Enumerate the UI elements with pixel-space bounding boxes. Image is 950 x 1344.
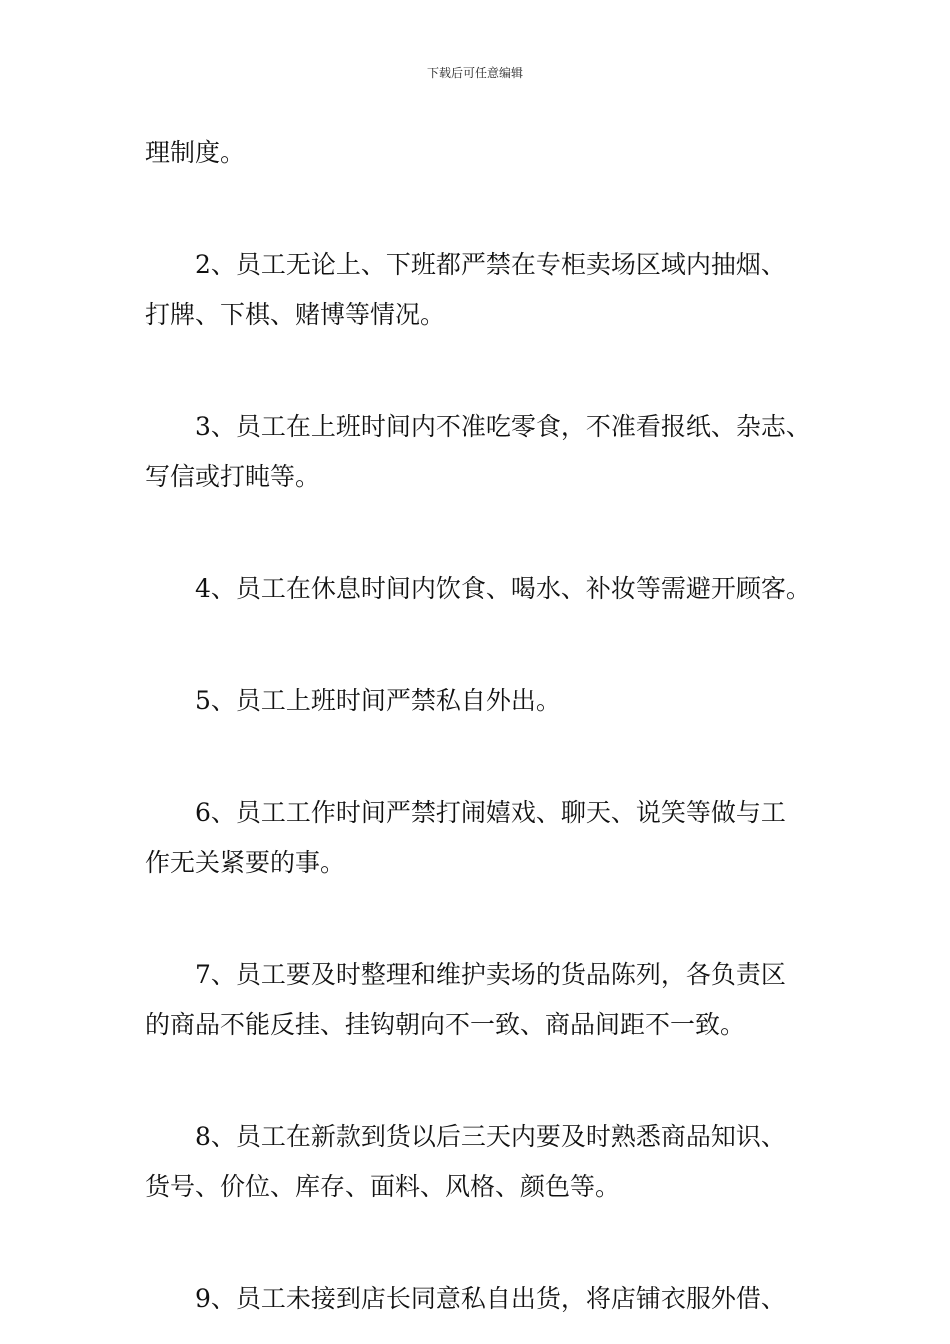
paragraph-rule-3 <box>145 402 825 502</box>
paragraph-line: 货号、价位、库存、面料、风格、颜色等。 <box>145 1172 621 1201</box>
paragraph-continuation <box>145 128 825 178</box>
paragraph-line: 作无关紧要的事。 <box>145 848 346 877</box>
paragraph-rule-7 <box>145 950 825 1050</box>
paragraph-rule-9 <box>145 1274 825 1324</box>
paragraph-rule-6 <box>145 788 825 888</box>
document-body <box>145 128 825 1324</box>
paragraph-line: 5、员工上班时间严禁私自外出。 <box>195 686 561 715</box>
paragraph-line: 2、员工无论上、下班都严禁在专柜卖场区域内抽烟、 <box>195 250 786 279</box>
paragraph-rule-8 <box>145 1112 825 1212</box>
paragraph-line: 9、员工未接到店长同意私自出货，将店铺衣服外借、 <box>195 1284 786 1313</box>
paragraph-line: 7、员工要及时整理和维护卖场的货品陈列，各负责区 <box>195 960 786 989</box>
paragraph-line: 的商品不能反挂、挂钩朝向不一致、商品间距不一致。 <box>145 1010 746 1039</box>
paragraph-line: 理制度。 <box>145 138 246 167</box>
paragraph-line: 写信或打盹等。 <box>145 462 321 491</box>
paragraph-line: 8、员工在新款到货以后三天内要及时熟悉商品知识、 <box>195 1122 786 1151</box>
paragraph-rule-5 <box>145 676 825 726</box>
page-header: 下载后可任意编辑 <box>426 66 523 80</box>
paragraph-line: 打牌、下棋、赌博等情况。 <box>145 300 446 329</box>
paragraph-line: 6、员工工作时间严禁打闹嬉戏、聊天、说笑等做与工 <box>195 798 786 827</box>
paragraph-line: 3、员工在上班时间内不准吃零食，不准看报纸、杂志、 <box>195 412 811 441</box>
paragraph-rule-4 <box>145 564 825 614</box>
paragraph-rule-2 <box>145 240 825 340</box>
paragraph-line: 4、员工在休息时间内饮食、喝水、补妆等需避开顾客。 <box>195 574 811 603</box>
